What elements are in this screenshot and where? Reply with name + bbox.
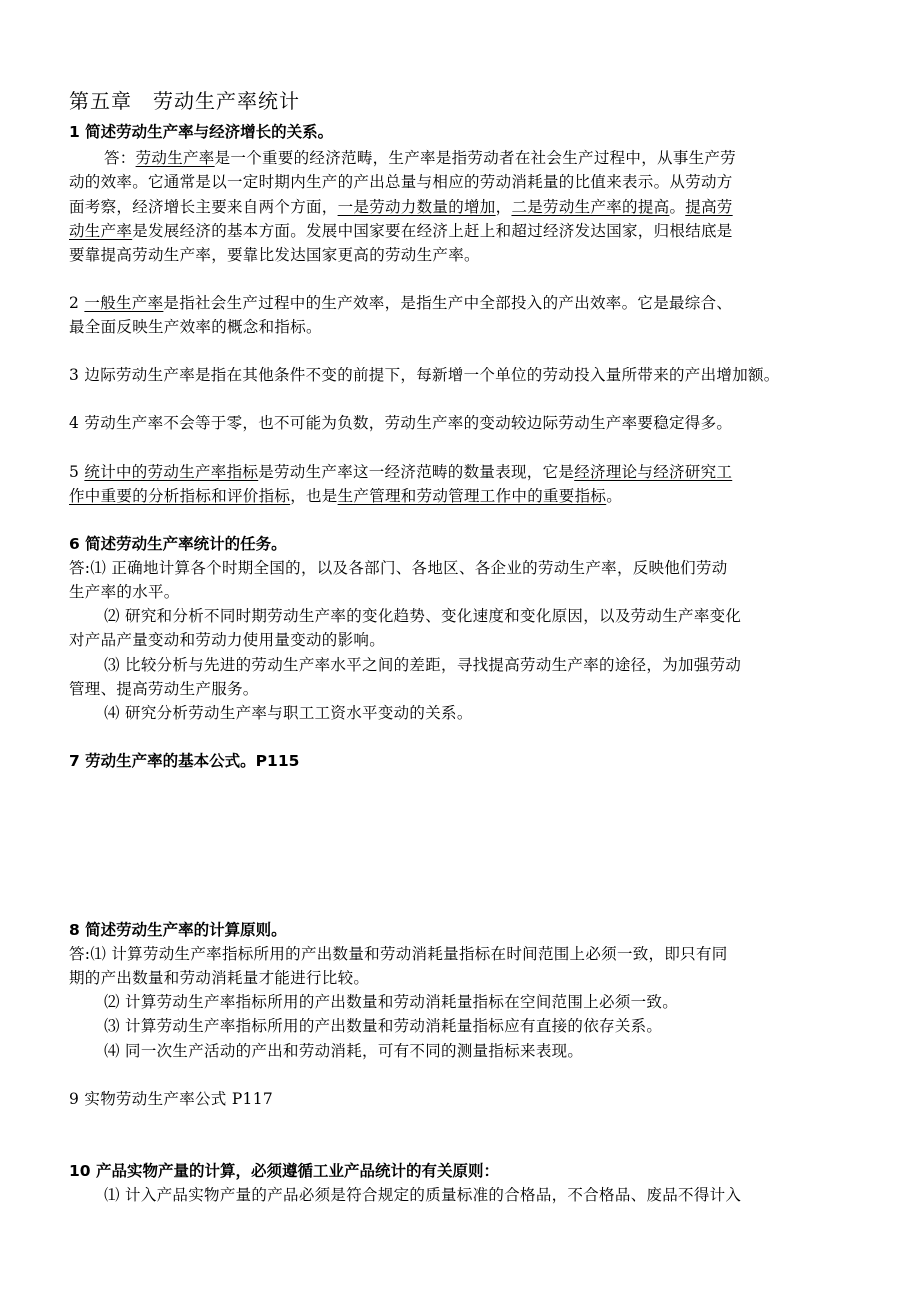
q6-line-1: 答:⑴ 正确地计算各个时期全国的，以及各部门、各地区、各企业的劳动生产率，反映他们劳动 xyxy=(69,559,728,577)
q1-heading: 1 简述劳动生产率与经济增长的关系。 xyxy=(69,123,334,141)
term-labor-productivity: 劳动生产率 xyxy=(135,149,215,167)
q7-heading: 7 劳动生产率的基本公式。P115 xyxy=(69,752,300,770)
q6-line-2: 生产率的水平。 xyxy=(69,583,180,601)
q5-line-2: 作中重要的分析指标和评价指标，也是生产管理和劳动管理工作中的重要指标。 xyxy=(69,487,623,505)
q1-line-4: 动生产率是发展经济的基本方面。发展中国家要在经济上赶上和超过经济发达国家，归根结底是 xyxy=(69,222,733,240)
q2-line-2: 最全面反映生产效率的概念和指标。 xyxy=(69,318,322,336)
q6-line-7: ⑷ 研究分析劳动生产率与职工工资水平变动的关系。 xyxy=(104,704,473,722)
q1-line-3: 面考察，经济增长主要来自两个方面，一是劳动力数量的增加，二是劳动生产率的提高。提高劳 xyxy=(69,198,733,216)
q8-line-5: ⑷ 同一次生产活动的产出和劳动消耗，可有不同的测量指标来表现。 xyxy=(104,1042,584,1060)
q10-heading: 10 产品实物产量的计算，必须遵循工业产品统计的有关原则： xyxy=(69,1162,499,1180)
q1-line-5: 要靠提高劳动生产率，要靠比发达国家更高的劳动生产率。 xyxy=(69,246,480,264)
q2-line-1: 2 一般生产率是指社会生产过程中的生产效率，是指生产中全部投入的产出效率。它是最综合、 xyxy=(69,294,733,312)
q9-line-1: 9 实物劳动生产率公式 P117 xyxy=(69,1090,274,1108)
q3-line-1: 3 边际劳动生产率是指在其他条件不变的前提下，每新增一个单位的劳动投入量所带来的产出增加额。 xyxy=(69,366,780,384)
q8-line-3: ⑵ 计算劳动生产率指标所用的产出数量和劳动消耗量指标在空间范围上必须一致。 xyxy=(104,993,679,1011)
q1-line-1: 答：劳动生产率是一个重要的经济范畴，生产率是指劳动者在社会生产过程中，从事生产劳 xyxy=(104,149,737,167)
q8-line-4: ⑶ 计算劳动生产率指标所用的产出数量和劳动消耗量指标应有直接的依存关系。 xyxy=(104,1017,663,1035)
q1-line-2: 动的效率。它通常是以一定时期内生产的产出总量与相应的劳动消耗量的比值来表示。从劳动方 xyxy=(69,173,733,191)
q6-line-4: 对产品产量变动和劳动力使用量变动的影响。 xyxy=(69,631,386,649)
q8-heading: 8 简述劳动生产率的计算原则。 xyxy=(69,921,287,939)
q8-line-2: 期的产出数量和劳动消耗量才能进行比较。 xyxy=(69,969,370,987)
q10-line-1: ⑴ 计入产品实物产量的产品必须是符合规定的质量标准的合格品，不合格品、废品不得计入 xyxy=(104,1186,742,1204)
q6-line-6: 管理、提高劳动生产服务。 xyxy=(69,680,259,698)
q8-line-1: 答:⑴ 计算劳动生产率指标所用的产出数量和劳动消耗量指标在时间范围上必须一致，即只有同 xyxy=(69,945,728,963)
q6-line-5: ⑶ 比较分析与先进的劳动生产率水平之间的差距，寻找提高劳动生产率的途径，为加强劳动 xyxy=(104,656,742,674)
q4-line-1: 4 劳动生产率不会等于零，也不可能为负数，劳动生产率的变动较边际劳动生产率要稳定得多。 xyxy=(69,414,733,432)
q6-line-3: ⑵ 研究和分析不同时期劳动生产率的变化趋势、变化速度和变化原因，以及劳动生产率变化 xyxy=(104,607,742,625)
q5-line-1: 5 统计中的劳动生产率指标是劳动生产率这一经济范畴的数量表现，它是经济理论与经济研究工 xyxy=(69,463,733,481)
q6-heading: 6 简述劳动生产率统计的任务。 xyxy=(69,535,287,553)
chapter-title: 第五章 劳动生产率统计 xyxy=(69,89,300,113)
